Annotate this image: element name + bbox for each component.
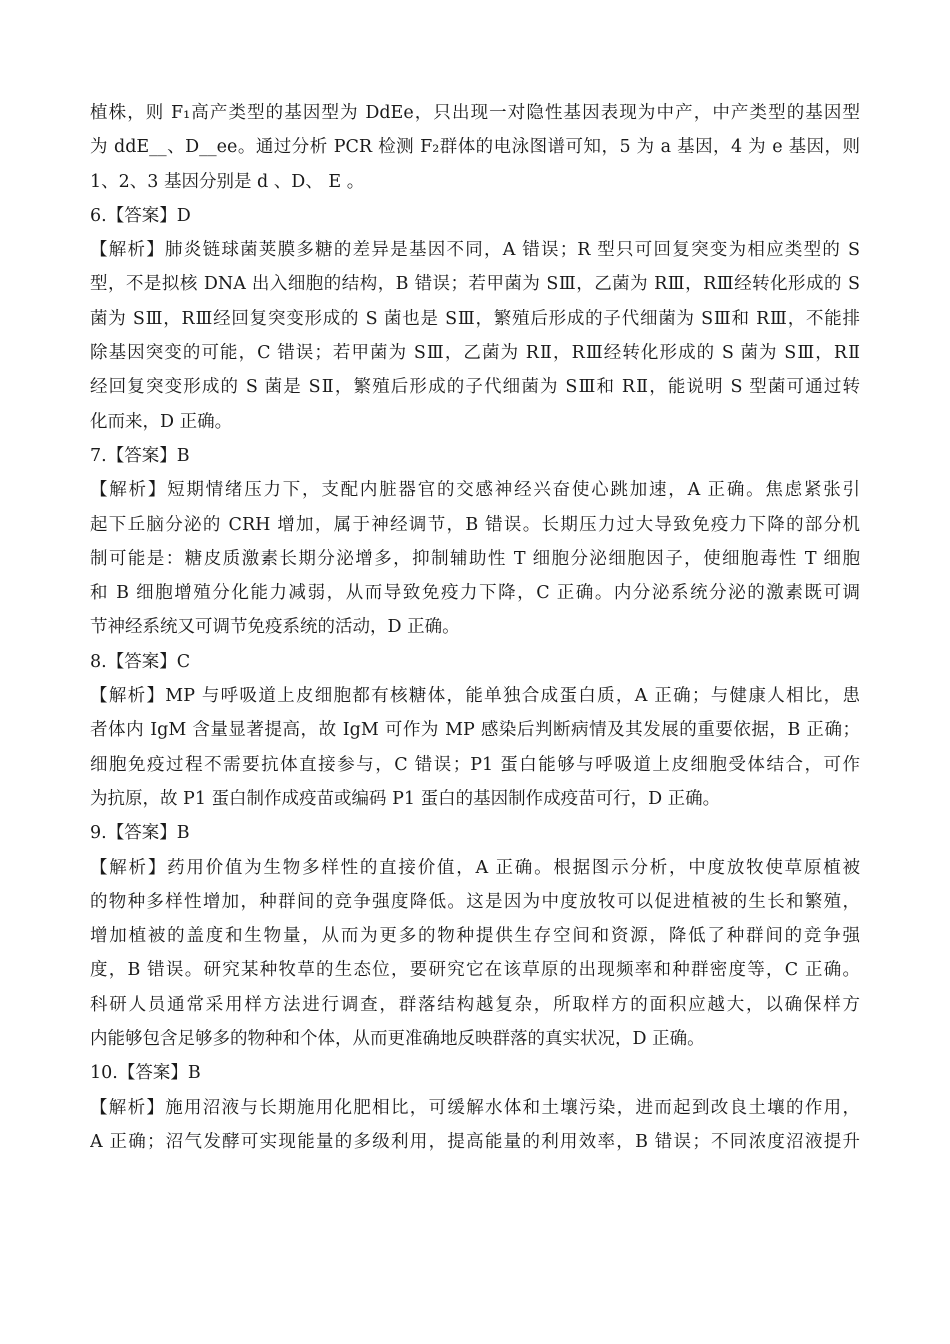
text-line: 型，不是拟核 DNA 出入细胞的结构，B 错误；若甲菌为 SⅢ，乙菌为 RⅢ，RⅢ经转化形成的 S xyxy=(90,274,860,295)
text-line: 节神经系统又可调节免疫系统的活动，D 正确。 xyxy=(90,617,460,638)
answer-heading-9: 9.【答案】B xyxy=(90,823,190,844)
answer-heading-8: 8.【答案】C xyxy=(90,651,191,672)
text-line: 为抗原，故 P1 蛋白制作成疫苗或编码 P1 蛋白的基因制作成疫苗可行，D 正确。 xyxy=(90,788,721,809)
answer-heading-10: 10.【答案】B xyxy=(90,1063,201,1084)
text-line: 化而来，D 正确。 xyxy=(90,411,233,432)
text-line: 【解析】肺炎链球菌荚膜多糖的差异是基因不同，A 错误；R 型只可回复突变为相应类型的 S xyxy=(90,240,860,261)
text-line: 【解析】药用价值为生物多样性的直接价值，A 正确。根据图示分析，中度放牧使草原植被 xyxy=(90,857,860,878)
text-line: 除基因突变的可能，C 错误；若甲菌为 SⅢ，乙菌为 RⅡ，RⅢ经转化形成的 S 菌为 SⅢ，RⅡ xyxy=(90,343,860,364)
text-line: 【解析】施用沼液与长期施用化肥相比，可缓解水体和土壤污染，进而起到改良土壤的作用， xyxy=(90,1097,860,1118)
text-line: 制可能是：糖皮质激素长期分泌增多，抑制辅助性 T 细胞分泌细胞因子，使细胞毒性 T 细胞 xyxy=(90,548,860,569)
text-line: 度，B 错误。研究某种牧草的生态位，要研究它在该草原的出现频率和种群密度等，C 正确。 xyxy=(90,960,860,981)
text-line: 菌为 SⅢ，RⅢ经回复突变形成的 S 菌也是 SⅢ，繁殖后形成的子代细菌为 SⅢ和 RⅢ，不能排 xyxy=(90,308,860,329)
text-line: 为 ddE__、D__ee。通过分析 PCR 检测 F₂群体的电泳图谱可知，5 为 a 基因，4 为 e 基因，则 xyxy=(90,137,860,158)
answer-heading-7: 7.【答案】B xyxy=(90,445,190,466)
text-line: 【解析】MP 与呼吸道上皮细胞都有核糖体，能单独合成蛋白质，A 正确；与健康人相比，患 xyxy=(90,686,860,707)
text-line: 内能够包含足够多的物种和个体，从而更准确地反映群落的真实状况，D 正确。 xyxy=(90,1029,705,1050)
text-line: 者体内 IgM 含量显著提高，故 IgM 可作为 MP 感染后判断病情及其发展的重要依据，B 正确； xyxy=(90,720,860,741)
text-line: 【解析】短期情绪压力下，支配内脏器官的交感神经兴奋使心跳加速，A 正确。焦虑紧张引 xyxy=(90,480,860,501)
text-line: 细胞免疫过程不需要抗体直接参与，C 错误；P1 蛋白能够与呼吸道上皮细胞受体结合，可作 xyxy=(90,754,860,775)
text-line: A 正确；沼气发酵可实现能量的多级利用，提高能量的利用效率，B 错误；不同浓度沼液提升 xyxy=(90,1131,860,1152)
text-line: 1、2、3 基因分别是 d 、D、 E 。 xyxy=(90,171,365,192)
answer-heading-6: 6.【答案】D xyxy=(90,205,191,226)
text-line: 和 B 细胞增殖分化能力减弱，从而导致免疫力下降，C 正确。内分泌系统分泌的激素既可调 xyxy=(90,583,860,604)
text-line: 科研人员通常采用样方法进行调查，群落结构越复杂，所取样方的面积应越大，以确保样方 xyxy=(90,994,860,1015)
text-line: 的物种多样性增加，种群间的竞争强度降低。这是因为中度放牧可以促进植被的生长和繁殖， xyxy=(90,891,860,912)
text-line: 植株，则 F₁高产类型的基因型为 DdEe，只出现一对隐性基因表现为中产，中产类型的基因型 xyxy=(90,103,860,123)
text-line: 起下丘脑分泌的 CRH 增加，属于神经调节，B 错误。长期压力过大导致免疫力下降的部分机 xyxy=(90,514,860,535)
text-line: 经回复突变形成的 S 菌是 SⅡ，繁殖后形成的子代细菌为 SⅢ和 RⅡ，能说明 S 型菌可通过转 xyxy=(90,377,860,398)
text-line: 增加植被的盖度和生物量，从而为更多的物种提供生存空间和资源，降低了种群间的竞争强 xyxy=(90,926,860,947)
